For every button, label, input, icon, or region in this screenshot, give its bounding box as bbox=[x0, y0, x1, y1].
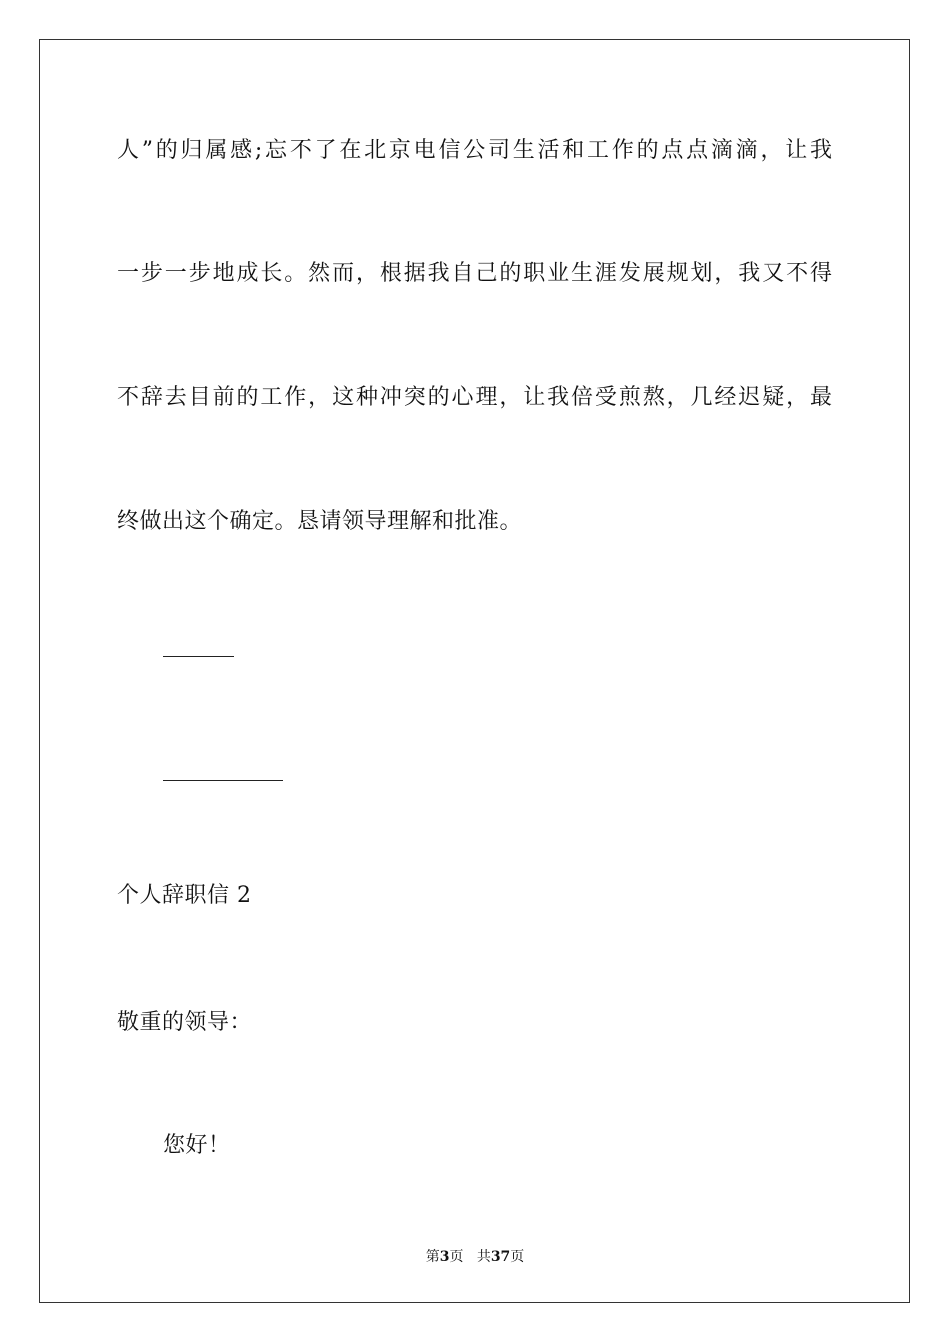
page-frame bbox=[39, 39, 910, 1303]
body-line-1: 人”的归属感;忘不了在北京电信公司生活和工作的点点滴滴，让我 bbox=[117, 138, 832, 163]
footer-current-page: 3 bbox=[439, 1249, 450, 1265]
greeting: 您好！ bbox=[163, 1133, 231, 1158]
footer-page-label: 页 bbox=[449, 1249, 464, 1265]
footer-prefix: 第 bbox=[425, 1249, 440, 1265]
footer-total-pages: 37 bbox=[490, 1249, 511, 1265]
section-title: 个人辞职信 2 bbox=[117, 883, 252, 908]
page-footer bbox=[0, 1248, 950, 1266]
body-line-4: 终做出这个确定。恳请领导理解和批准。 bbox=[117, 509, 523, 534]
footer-total-label: 页 bbox=[510, 1249, 525, 1265]
date-blank-line bbox=[163, 780, 283, 781]
salutation: 敬重的领导： bbox=[117, 1010, 253, 1035]
body-line-2: 一步一步地成长。然而，根据我自己的职业生涯发展规划，我又不得 bbox=[117, 261, 832, 286]
signature-blank-line bbox=[163, 656, 234, 657]
footer-total-prefix: 共 bbox=[476, 1249, 491, 1265]
body-line-3: 不辞去目前的工作，这种冲突的心理，让我倍受煎熬，几经迟疑，最 bbox=[117, 385, 832, 410]
